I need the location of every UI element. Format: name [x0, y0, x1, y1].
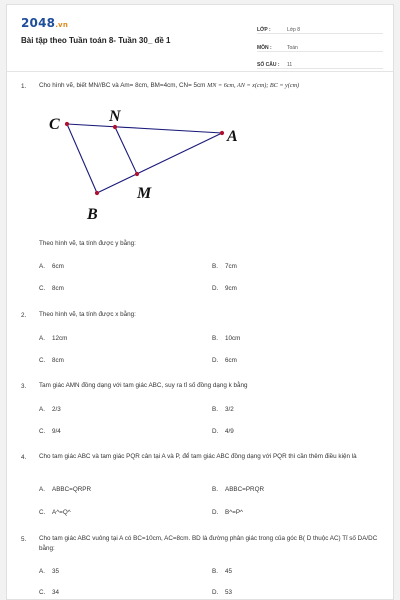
option-text: 8cm — [52, 285, 64, 292]
meta-label: LỚP : — [257, 27, 271, 33]
option-text: 6cm — [52, 263, 64, 270]
meta-label: MÔN : — [257, 44, 272, 51]
meta-value: 11 — [287, 62, 293, 68]
line-ba — [97, 133, 222, 193]
label-n: N — [109, 108, 121, 125]
option-letter: A. — [39, 568, 45, 575]
option-a[interactable] — [39, 406, 61, 413]
option-letter: C. — [39, 428, 46, 435]
question-text: Cho tam giác ABC và tam giác PQR cân tại A và P, để tam giác ABC đồng dạng với PQR thì cần thêm điều kiện là — [39, 453, 357, 460]
logo-suffix: .vn — [55, 21, 69, 29]
option-d[interactable] — [212, 428, 234, 435]
option-text: A^=Q^ — [52, 509, 71, 516]
option-c[interactable] — [39, 509, 71, 516]
option-letter: B. — [212, 568, 218, 575]
header-divider — [7, 71, 393, 72]
point-m — [135, 172, 139, 176]
option-letter: A. — [39, 263, 45, 270]
meta-row-subject — [257, 37, 383, 52]
meta-row-class — [257, 19, 383, 34]
option-text: 10cm — [225, 335, 241, 342]
point-a — [220, 131, 224, 135]
option-c[interactable] — [39, 428, 61, 435]
question-number: 5. — [21, 536, 27, 543]
option-letter: B. — [212, 486, 218, 493]
option-text: ABBC=PRQR — [225, 486, 265, 493]
question-text: Cho tam giác ABC vuông tại A có BC=10cm, AC=8cm. BD là đường phân giác trong của góc B( D thuộc AC) Tỉ số DA/DC bằng: — [39, 535, 378, 552]
option-letter: D. — [212, 357, 219, 364]
label-m: M — [137, 185, 152, 202]
line-ca — [67, 124, 222, 133]
option-b[interactable] — [212, 263, 237, 270]
option-text: 45 — [225, 568, 233, 575]
option-a[interactable] — [39, 486, 91, 493]
option-letter: C. — [39, 357, 46, 364]
option-d[interactable] — [212, 357, 237, 364]
option-text: 4/9 — [225, 428, 234, 435]
option-b[interactable] — [212, 335, 240, 342]
option-c[interactable] — [39, 285, 64, 292]
meta-value: Toán — [287, 44, 298, 51]
triangle-figure — [43, 103, 243, 228]
option-a[interactable] — [39, 263, 64, 270]
point-b — [95, 191, 99, 195]
question-number: 2. — [21, 312, 27, 319]
point-c — [65, 122, 69, 126]
question-prompt: Theo hình vẽ, ta tính được y bằng: — [39, 240, 136, 247]
option-text: 2/3 — [52, 406, 61, 413]
option-d[interactable] — [212, 589, 232, 596]
option-text: 34 — [52, 589, 60, 596]
option-b[interactable] — [212, 486, 264, 493]
option-text: 8cm — [52, 357, 64, 364]
option-b[interactable] — [212, 406, 234, 413]
option-text: 7cm — [225, 263, 237, 270]
question-text-main: Cho hình vẽ, biết MN//BC và Am= 8cm, BM=4cm, CN= 5cm — [39, 82, 206, 89]
label-c: C — [49, 116, 60, 133]
option-text: ABBC=QRPR — [52, 486, 92, 493]
option-a[interactable] — [39, 335, 67, 342]
question-formula: MN = 6cm, AN = x(cm); BC = y(cm) — [207, 82, 300, 89]
option-letter: C. — [39, 285, 46, 292]
meta-row-count — [257, 54, 383, 69]
option-text: B^=P^ — [225, 509, 243, 516]
question-text: Tam giác AMN đồng dạng với tam giác ABC, suy ra tỉ số đồng dạng k bằng — [39, 382, 248, 389]
option-letter: B. — [212, 263, 218, 270]
site-logo[interactable] — [21, 16, 68, 30]
option-letter: D. — [212, 285, 219, 292]
point-n — [113, 125, 117, 129]
question-text — [39, 81, 381, 91]
label-a: A — [227, 128, 238, 145]
option-c[interactable] — [39, 589, 59, 596]
option-d[interactable] — [212, 285, 237, 292]
option-d[interactable] — [212, 509, 243, 516]
meta-value: Lớp 8 — [287, 27, 301, 33]
option-text: 35 — [52, 568, 60, 575]
meta-info — [257, 19, 383, 72]
option-letter: B. — [212, 335, 218, 342]
option-text: 3/2 — [225, 406, 234, 413]
option-letter: A. — [39, 486, 45, 493]
question-number: 4. — [21, 454, 27, 461]
option-text: 6cm — [225, 357, 237, 364]
option-letter: B. — [212, 406, 218, 413]
line-cb — [67, 124, 97, 193]
option-letter: A. — [39, 406, 45, 413]
logo-main: 2048 — [21, 16, 56, 30]
meta-label: SỐ CÂU : — [257, 62, 280, 68]
option-a[interactable] — [39, 568, 59, 575]
option-letter: D. — [212, 589, 219, 596]
option-letter: C. — [39, 589, 46, 596]
document-title: Bài tập theo Tuần toán 8- Tuần 30_ đề 1 — [21, 36, 171, 45]
option-letter: A. — [39, 335, 45, 342]
option-letter: D. — [212, 428, 219, 435]
option-text: 9cm — [225, 285, 237, 292]
option-text: 12cm — [52, 335, 68, 342]
figure-lines — [67, 124, 222, 193]
label-b: B — [87, 206, 98, 223]
question-number: 3. — [21, 383, 27, 390]
question-text: Theo hình vẽ, ta tính được x bằng: — [39, 311, 136, 318]
question-number: 1. — [21, 83, 27, 90]
option-text: 53 — [225, 589, 233, 596]
worksheet-page — [6, 4, 394, 600]
option-letter: C. — [39, 509, 46, 516]
option-text: 9/4 — [52, 428, 61, 435]
line-nm — [115, 127, 137, 174]
option-letter: D. — [212, 509, 219, 516]
option-b[interactable] — [212, 568, 232, 575]
option-c[interactable] — [39, 357, 64, 364]
